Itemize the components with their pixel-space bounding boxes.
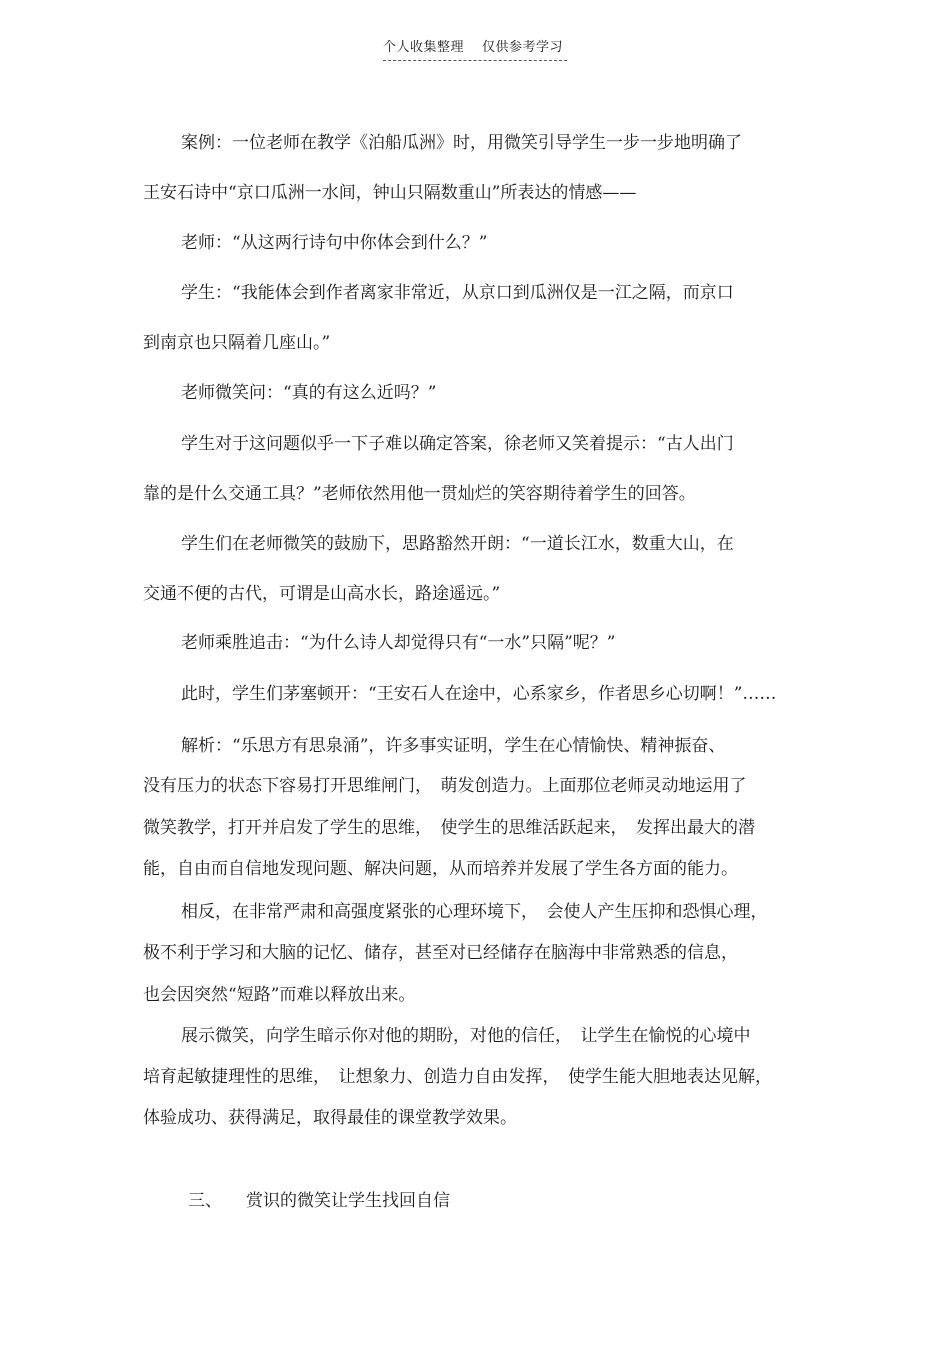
header-right-text: 仅供参考学习 <box>482 40 564 55</box>
header-left-text: 个人收集整理 <box>383 40 465 55</box>
paragraph-line: 到南京也只隔着几座山。” <box>143 333 331 353</box>
paragraph-line: 学生对于这问题似乎一下子难以确定答案，徐老师又笑着提示：“古人出门 <box>181 434 734 454</box>
paragraph-line: 案例：一位老师在教学《泊船瓜洲》时，用微笑引导学生一步一步地明确了 <box>181 133 742 153</box>
page-header <box>383 40 567 61</box>
paragraph-line: 能，自由而自信地发现问题、解决问题，从而培养并发展了学生各方面的能力。 <box>143 859 738 879</box>
paragraph-line: 王安石诗中“京口瓜洲一水间，钟山只隔数重山”所表达的情感—— <box>143 183 637 203</box>
paragraph-line: 学生：“我能体会到作者离家非常近，从京口到瓜洲仅是一江之隔，而京口 <box>181 283 734 303</box>
paragraph-line: 老师：“从这两行诗句中你体会到什么？” <box>181 233 488 253</box>
paragraph-line: 解析：“乐思方有思泉涌”，许多事实证明，学生在心情愉快、精神振奋、 <box>181 736 726 756</box>
paragraph-line: 微笑教学，打开并启发了学生的思维， 使学生的思维活跃起来， 发挥出最大的潜 <box>143 818 755 838</box>
paragraph-line: 靠的是什么交通工具？”老师依然用他一贯灿烂的笑容期待着学生的回答。 <box>143 484 696 504</box>
paragraph-line: 体验成功、获得满足，取得最佳的课堂教学效果。 <box>143 1108 517 1128</box>
section-number: 三、 <box>188 1191 222 1211</box>
section-title: 赏识的微笑让学生找回自信 <box>246 1191 450 1211</box>
paragraph-line: 没有压力的状态下容易打开思维闸门， 萌发创造力。上面那位老师灵动地运用了 <box>143 776 747 796</box>
paragraph-line: 极不利于学习和大脑的记忆、储存，甚至对已经储存在脑海中非常熟悉的信息， <box>143 943 738 963</box>
paragraph-line: 老师微笑问：“真的有这么近吗？” <box>181 383 437 403</box>
paragraph-line: 此时，学生们茅塞顿开：“王安石人在途中，心系家乡，作者思乡心切啊！”…… <box>181 684 777 704</box>
paragraph-line: 培育起敏捷理性的思维， 让想象力、创造力自由发挥， 使学生能大胆地表达见解， <box>143 1067 772 1087</box>
paragraph-line: 展示微笑，向学生暗示你对他的期盼，对他的信任， 让学生在愉悦的心境中 <box>181 1026 751 1046</box>
paragraph-line: 交通不便的古代，可谓是山高水长，路途遥远。” <box>143 584 501 604</box>
paragraph-line: 学生们在老师微笑的鼓励下，思路豁然开朗：“一道长江水，数重大山，在 <box>181 534 734 554</box>
paragraph-line: 也会因突然“短路”而难以释放出来。 <box>143 985 416 1005</box>
paragraph-line: 老师乘胜追击：“为什么诗人却觉得只有“一水”只隔”呢？” <box>181 633 616 653</box>
paragraph-line: 相反，在非常严肃和高强度紧张的心理环境下， 会使人产生压抑和恐惧心理， <box>181 902 768 922</box>
